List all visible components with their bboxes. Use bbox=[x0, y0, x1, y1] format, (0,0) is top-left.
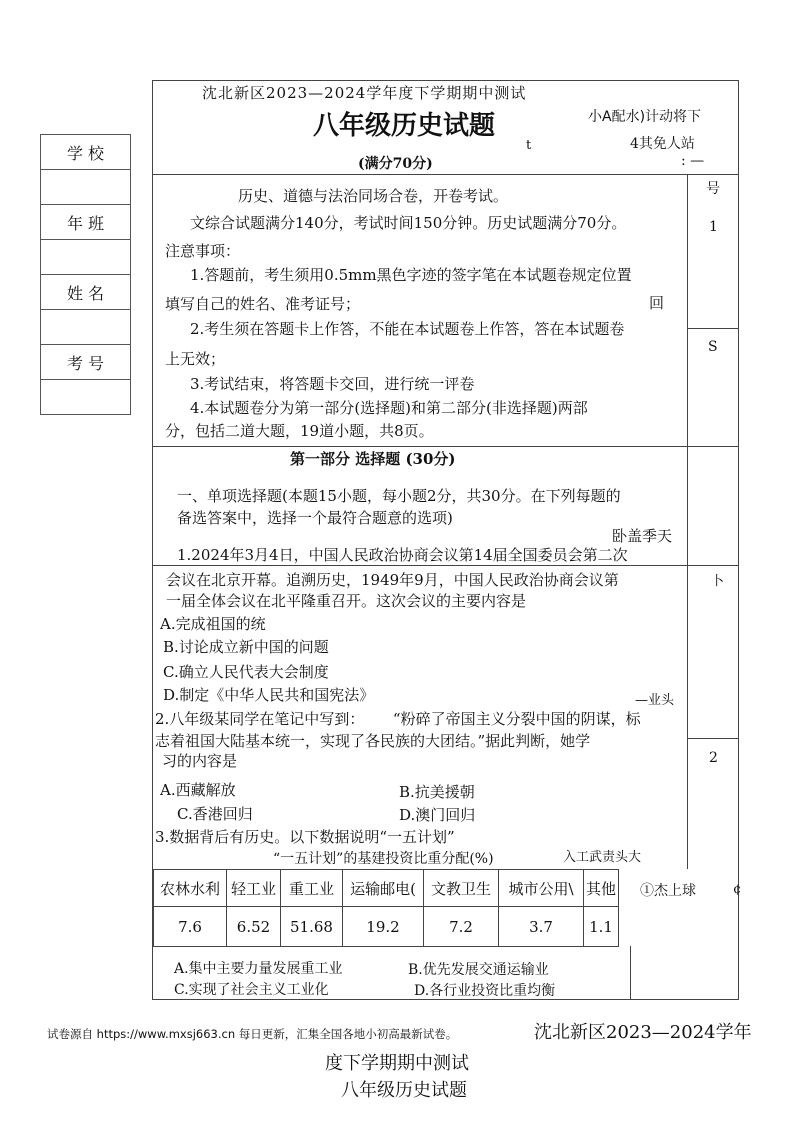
q1-option-c[interactable]: C.确立人民代表大会制度 bbox=[163, 663, 329, 681]
table-header: 农林水利 bbox=[154, 870, 227, 907]
name-label: 姓 名 bbox=[41, 275, 131, 310]
right-col-split1 bbox=[687, 328, 738, 329]
notes-line-2: 文综合试题满分140分，考试时间150分钟。历史试题满分70分。 bbox=[190, 214, 627, 232]
footer-title-line-3: 八年级历史试题 bbox=[341, 1080, 467, 1101]
q3-option-c[interactable]: C.实现了社会主义工业化 bbox=[174, 982, 329, 998]
notes-heading: 注意事项： bbox=[165, 242, 241, 260]
table-header: 运输邮电( bbox=[343, 870, 424, 907]
right-col-mark-1: 1 bbox=[709, 219, 718, 235]
part1-title: 第一部分 选择题 (30分) bbox=[290, 450, 456, 468]
table-cell: 7.2 bbox=[424, 907, 499, 947]
q1-option-a[interactable]: A.完成祖国的统 bbox=[160, 615, 266, 633]
exam-number-label: 考 号 bbox=[41, 345, 131, 380]
part1-intro-2: 备选答案中，选择一个最符合题意的选项) bbox=[177, 509, 453, 527]
q2-option-b[interactable]: B.抗美援朝 bbox=[399, 783, 475, 801]
q1-stem-1: 1.2024年3月4日，中国人民政治协商会议第14届全国委员会第二次 bbox=[177, 546, 628, 564]
class-label: 年 班 bbox=[41, 205, 131, 240]
notes-line-5: 填写自己的姓名、准考证号； bbox=[165, 295, 361, 313]
table-header: 城市公用\ bbox=[499, 870, 584, 907]
right-col-line bbox=[687, 174, 688, 869]
table-header: 文教卫生 bbox=[424, 870, 499, 907]
frame-top bbox=[152, 80, 738, 81]
q2-stem-3: 习的内容是 bbox=[162, 752, 238, 770]
notes-line-7: 上无效； bbox=[165, 350, 226, 368]
notes-line-8: 3.考试结束，将答题卡交回，进行统一评卷 bbox=[190, 375, 475, 393]
q3-option-a[interactable]: A.集中主要力量发展重工业 bbox=[174, 961, 343, 977]
student-info-box bbox=[40, 134, 131, 415]
q2-option-a[interactable]: A.西藏解放 bbox=[160, 781, 236, 799]
q1-stem-3: 一届全体会议在北平隆重召开。这次会议的主要内容是 bbox=[166, 592, 527, 610]
divider-q1 bbox=[152, 565, 738, 566]
q3-side-mark: ¢ bbox=[733, 882, 742, 897]
header-noise-3: t bbox=[526, 138, 532, 153]
footer-title-line-1: 沈北新区2023—2024学年 bbox=[534, 1022, 752, 1043]
divider-notes bbox=[152, 446, 738, 447]
exam-number-field[interactable] bbox=[41, 380, 131, 415]
full-score: (满分70分) bbox=[358, 156, 433, 172]
right-col-mark-4: 2 bbox=[709, 750, 718, 766]
part1-intro-1: 一、单项选择题(本题15小题，每小题2分，共30分。在下列每题的 bbox=[177, 487, 621, 505]
footer-title-line-2: 度下学期期中测试 bbox=[325, 1053, 469, 1074]
right-col-mark-0: 号 bbox=[706, 181, 720, 197]
q3-stem: 3.数据背后有历史。以下数据说明“一五计划” bbox=[155, 828, 455, 846]
header-noise-1: 小A配水)计动将下 bbox=[588, 109, 702, 125]
table-header: 轻工业 bbox=[227, 870, 281, 907]
notes-line-4: 1.答题前，考生须用0.5mm黑色字迹的签字笔在本试题卷规定位置 bbox=[190, 266, 632, 284]
notes-line-10: 分，包括二道大题，19道小题，共8页。 bbox=[165, 422, 434, 440]
table-header: 其他 bbox=[584, 870, 619, 907]
q2-option-c[interactable]: C.香港回归 bbox=[177, 805, 253, 823]
q3-option-d[interactable]: D.各行业投资比重均衡 bbox=[414, 983, 556, 999]
notes-line-6: 2.考生须在答题卡上作答，不能在本试题卷上作答，答在本试题卷 bbox=[190, 320, 625, 338]
notes-line-9: 4.本试题卷分为第一部分(选择题)和第二部分(非选择题)两部 bbox=[190, 399, 588, 417]
q2-stem-2: 志着祖国大陆基本统一，实现了各民族的大团结。”据此判断，她学 bbox=[155, 732, 591, 750]
q3-side-note: ①杰上球 bbox=[640, 883, 696, 899]
header-noise-4: : — bbox=[681, 153, 705, 169]
exam-title: 八年级历史试题 bbox=[313, 111, 496, 141]
table-cell: 1.1 bbox=[584, 907, 619, 947]
frame-left bbox=[152, 80, 153, 1000]
class-field[interactable] bbox=[41, 240, 131, 275]
divider-header bbox=[152, 174, 738, 175]
q3-table-caption: “一五计划”的基建投资比重分配(%) bbox=[273, 851, 494, 867]
q2-stem-1: 2.八年级某同学在笔记中写到： “粉碎了帝国主义分裂中国的阴谋，标 bbox=[155, 710, 641, 728]
table-cell: 7.6 bbox=[154, 907, 227, 947]
right-col-split2 bbox=[687, 738, 738, 739]
footer-source-note: 试卷源自 https://www.mxsj663.cn 每日更新，汇集全国各地小初高最新试卷。 bbox=[47, 1027, 458, 1041]
q1-stem-2: 会议在北京开幕。追溯历史，1949年9月，中国人民政治协商会议第 bbox=[166, 571, 619, 589]
right-col-mark-2: S bbox=[708, 339, 718, 355]
header-noise-2: 4其免人站 bbox=[630, 136, 695, 152]
school-field[interactable] bbox=[41, 170, 131, 205]
table-cell: 6.52 bbox=[227, 907, 281, 947]
q3-option-b[interactable]: B.优先发展交通运输业 bbox=[408, 962, 549, 978]
table-cell: 3.7 bbox=[499, 907, 584, 947]
q1-option-b[interactable]: B.讨论成立新中国的问题 bbox=[163, 638, 329, 656]
school-label: 学 校 bbox=[41, 135, 131, 170]
q1-option-d[interactable]: D.制定《中华人民共和国宪法》 bbox=[163, 686, 375, 704]
right-col-mark-3: 卜 bbox=[711, 574, 725, 589]
notes-line-1: 历史、道德与法治同场合卷，开卷考试。 bbox=[238, 187, 509, 205]
q3-options-box-right bbox=[630, 946, 631, 1000]
frame-right bbox=[738, 80, 739, 1000]
exam-header-line: 沈北新区2023—2024学年度下学期期中测试 bbox=[202, 84, 527, 102]
table-header: 重工业 bbox=[281, 870, 343, 907]
part1-noise: 卧盖季天 bbox=[612, 527, 673, 545]
table-cell: 19.2 bbox=[343, 907, 424, 947]
q3-noise: 入工武责头大 bbox=[563, 850, 642, 865]
name-field[interactable] bbox=[41, 310, 131, 345]
investment-table bbox=[153, 869, 619, 947]
notes-line-5b: 回 bbox=[649, 294, 665, 312]
q1-noise: —业头 bbox=[635, 693, 675, 708]
q2-option-d[interactable]: D.澳门回归 bbox=[399, 806, 476, 824]
table-cell: 51.68 bbox=[281, 907, 343, 947]
